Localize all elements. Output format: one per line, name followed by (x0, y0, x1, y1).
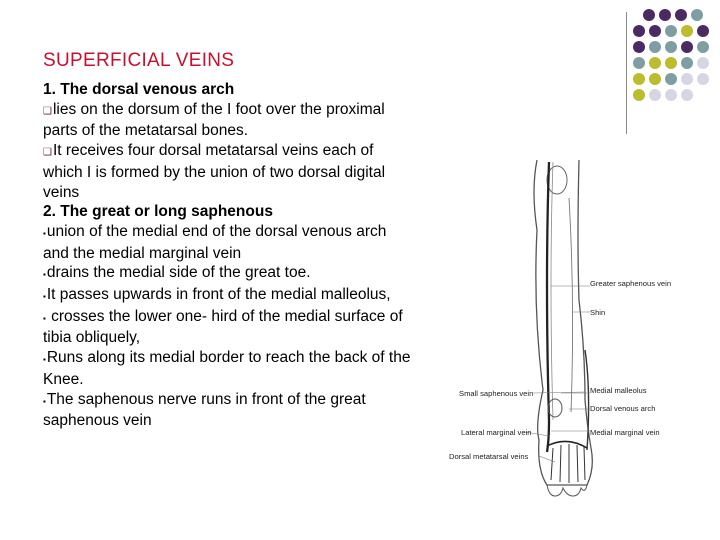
decor-dot (697, 73, 709, 85)
decor-dot (681, 41, 693, 53)
decor-dot (649, 57, 661, 69)
dorsal-metatarsal-veins (551, 444, 585, 483)
label-dorsal-metatarsal-veins: Dorsal metatarsal veins (449, 452, 529, 461)
decor-dot (649, 73, 661, 85)
bullet-text: It receives four dorsal metatarsal veins each of which I is formed by the union of two dorsal digital veins (43, 142, 386, 201)
bullet-text: lies on the dorsum of the I foot over the proximal parts of the metatarsal bones. (43, 100, 385, 140)
bullet-text: drains the medial side of the great toe. (46, 264, 311, 282)
label-greater-saphenous-vein: Greater saphenous vein (590, 279, 672, 288)
bullet-text: The saphenous nerve runs in front of the great saphenous vein (43, 390, 366, 430)
decor-dot (665, 25, 677, 37)
bullet-item (43, 285, 413, 307)
bullet-item (43, 348, 413, 389)
great-saphenous-vein-edge (551, 162, 553, 420)
label-medial-malleolus: Medial malleolus (590, 386, 647, 395)
decor-dot (665, 41, 677, 53)
decor-dot (665, 73, 677, 85)
decor-dot (649, 89, 661, 101)
decor-dot (649, 25, 661, 37)
decor-dot (643, 9, 655, 21)
label-small-saphenous-vein: Small saphenous vein (459, 389, 534, 398)
small-square-bullet-icon: ▪ (43, 228, 46, 238)
section-heading: 2. The great or long saphenous (43, 203, 273, 221)
decor-dot (697, 57, 709, 69)
leg-veins-illustration (445, 150, 705, 510)
section-heading: 1. The dorsal venous arch (43, 81, 235, 98)
bullet-text: union of the medial end of the dorsal venous arch and the medial marginal vein (43, 222, 387, 262)
decor-dot (665, 89, 677, 101)
leg-outline (534, 160, 592, 485)
decor-dot (659, 9, 671, 21)
square-bullet-icon: ❑ (43, 105, 52, 117)
medial-malleolus-shape (548, 399, 562, 417)
toes-outline (547, 485, 587, 496)
decor-dot (691, 9, 703, 21)
decor-dot (649, 41, 661, 53)
shin-line (569, 198, 573, 412)
small-square-bullet-icon: ▪ (43, 355, 46, 365)
small-square-bullet-icon: ▪ (43, 292, 46, 302)
label-lateral-marginal-vein: Lateral marginal vein (461, 428, 532, 437)
label-dorsal-venous-arch: Dorsal venous arch (590, 404, 656, 413)
decor-dot (681, 25, 693, 37)
slide-title: SUPERFICIAL VEINS (43, 50, 235, 71)
knee-cap-shape (547, 166, 567, 194)
bullet-item (43, 100, 413, 141)
bullet-item (43, 263, 413, 285)
dorsal-venous-arch (547, 441, 587, 448)
decor-dot (675, 9, 687, 21)
decor-dot (633, 89, 645, 101)
bullet-text: crosses the lower one- hird of the medial surface of tibia obliquely, (43, 307, 403, 347)
bullet-item (43, 222, 413, 263)
small-square-bullet-icon: ▪ (43, 313, 46, 323)
decor-dot (681, 57, 693, 69)
bullet-text: It passes upwards in front of the medial malleolus, (46, 286, 391, 304)
decor-dot (633, 25, 645, 37)
small-square-bullet-icon: ▪ (43, 396, 46, 406)
decor-dot (681, 73, 693, 85)
square-bullet-icon: ❑ (43, 147, 52, 159)
bullet-item (43, 307, 413, 348)
decor-dot (681, 89, 693, 101)
slide-body (43, 80, 413, 431)
bullet-text: Runs along its medial border to reach the back of the Knee. (43, 349, 411, 388)
decor-dot (633, 41, 645, 53)
small-square-bullet-icon: ▪ (43, 270, 46, 280)
decor-dot (633, 73, 645, 85)
decorative-divider (626, 12, 627, 134)
bullet-item (43, 141, 413, 202)
decor-dot (633, 57, 645, 69)
label-shin: Shin (590, 308, 606, 317)
decor-dot (697, 41, 709, 53)
decor-dot (697, 25, 709, 37)
decor-dot (665, 57, 677, 69)
label-medial-marginal-vein: Medial marginal vein (590, 428, 660, 437)
bullet-item (43, 390, 413, 431)
